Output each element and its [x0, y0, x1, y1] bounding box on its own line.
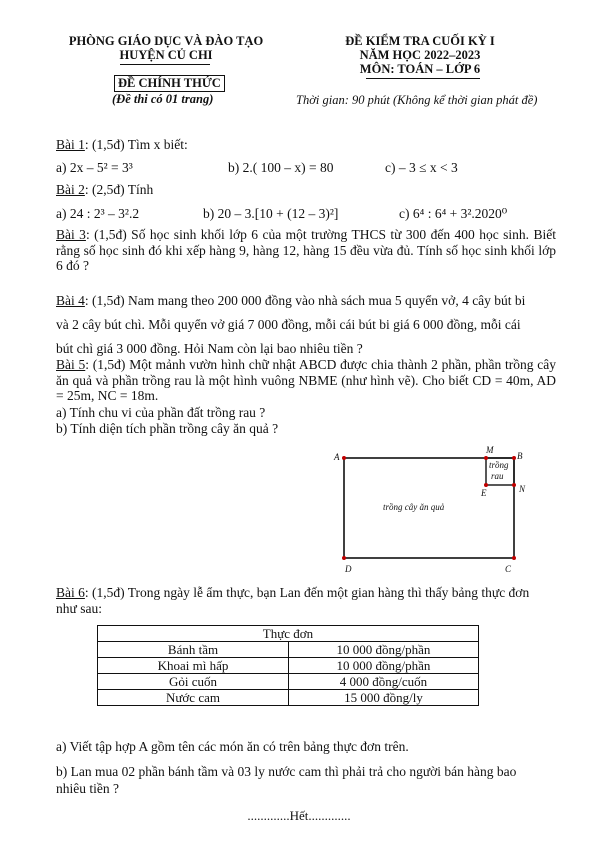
bai5-text: : (1,5đ) Một mảnh vườn hình chữ nhật ABCD được chia thành 2 phần, phần trồng cây ăn quả và phần trồng rau là một hình vuông NBME (như hình vẽ). Cho biết CD = 40m, AD = 25m, NC = 18m. — [56, 357, 557, 403]
bai6-line1 — [56, 585, 529, 601]
label-d: D — [345, 564, 352, 574]
bai4-label: Bài 4 — [56, 293, 85, 308]
bai6-line2: như sau: — [56, 601, 102, 616]
bai5-paragraph — [56, 357, 556, 404]
bai4-line2: và 2 cây bút chì. Mỗi quyển vở giá 7 000 đồng, mỗi cái bút bi giá 6 000 đồng, mỗi cái — [56, 317, 521, 332]
menu-item-price: 15 000 đồng/ly — [289, 690, 479, 706]
bai6-question-b-line1: b) Lan mua 02 phần bánh tầm và 03 ly nước cam thì phải trả cho người bán hàng bao — [56, 764, 517, 779]
label-a: A — [334, 452, 340, 462]
label-n: N — [519, 484, 526, 494]
bai3-text: : (1,5đ) Số học sinh khối lớp 6 của một trường THCS từ 300 đến 400 học sinh. Biết rằng số học sinh đó khi xếp hàng 9, hàng 12, hàng 15 đều vừa đủ. Tính số học sinh khối lớp 6 đó ? — [56, 227, 556, 273]
official-stamp: ĐỀ CHÍNH THỨC — [114, 75, 225, 92]
label-rau-2: rau — [491, 471, 504, 481]
time-note: Thời gian: 90 phút (Không kể thời gian phát đề) — [296, 93, 538, 107]
bai5-question-a: a) Tính chu vi của phần đất trồng rau ? — [56, 405, 266, 420]
point-m — [484, 456, 488, 460]
bai3-label: Bài 3 — [56, 227, 86, 242]
bai1-c: c) – 3 ≤ x < 3 — [385, 160, 458, 175]
bai5-question-b: b) Tính diện tích phần trồng cây ăn quả ? — [56, 421, 279, 436]
school-year: NĂM HỌC 2022–2023 — [359, 48, 481, 62]
bai6-question-b-line2: nhiêu tiền ? — [56, 781, 119, 796]
table-row — [98, 674, 479, 690]
bai2-b: b) 20 – 3.[10 + (12 – 3)²] — [203, 206, 339, 221]
bai6-question-a: a) Viết tập hợp A gồm tên các món ăn có trên bảng thực đơn trên. — [56, 739, 409, 754]
bai6-text1: : (1,5đ) Trong ngày lễ ẩm thực, bạn Lan đến một gian hàng thì thấy bảng thực đơn — [84, 585, 530, 600]
bai4-text1: : (1,5đ) Nam mang theo 200 000 đồng vào nhà sách mua 5 quyển vở, 4 cây bút bi — [84, 293, 526, 308]
menu-item-price: 10 000 đồng/phần — [289, 658, 479, 674]
district-name: HUYỆN CỦ CHI — [119, 48, 213, 62]
point-c — [512, 556, 516, 560]
end-marker: .............Hết............. — [247, 808, 351, 823]
label-rau-1: trồng — [489, 460, 509, 470]
label-e: E — [481, 488, 487, 498]
pages-note: (Đề thi có 01 trang) — [112, 92, 214, 106]
menu-item-name: Gỏi cuốn — [98, 674, 289, 690]
bai6-label: Bài 6 — [56, 585, 85, 600]
bai3-paragraph — [56, 227, 556, 274]
label-c: C — [505, 564, 512, 574]
point-n — [512, 483, 516, 487]
point-b — [512, 456, 516, 460]
menu-item-name: Khoai mì hấp — [98, 658, 289, 674]
bai2-a: a) 24 : 2³ – 3².2 — [56, 206, 140, 221]
header-divider-right — [366, 78, 480, 79]
table-row — [98, 658, 479, 674]
table-row — [98, 642, 479, 658]
bai4-line1 — [56, 293, 525, 309]
label-b: B — [517, 451, 523, 461]
bai1-a: a) 2x – 5² = 3³ — [56, 160, 133, 175]
table-row — [98, 690, 479, 706]
menu-title: Thực đơn — [98, 626, 479, 642]
bai2-heading — [56, 182, 153, 198]
header-divider-left — [120, 64, 210, 65]
menu-header-row — [98, 626, 479, 642]
menu-item-price: 4 000 đồng/cuốn — [289, 674, 479, 690]
bai4-line3: bút chì giá 3 000 đồng. Hỏi Nam còn lại bao nhiêu tiền ? — [56, 341, 363, 356]
menu-table — [97, 625, 479, 706]
bai1-label: Bài 1 — [56, 137, 85, 152]
bai2-title: : (2,5đ) Tính — [84, 182, 154, 197]
label-m: M — [486, 445, 494, 455]
menu-item-name: Bánh tầm — [98, 642, 289, 658]
bai1-b: b) 2.( 100 – x) = 80 — [228, 160, 334, 175]
point-a — [342, 456, 346, 460]
exam-title: ĐỀ KIỂM TRA CUỐI KỲ I — [345, 34, 495, 48]
department-name: PHÒNG GIÁO DỤC VÀ ĐÀO TẠO — [68, 34, 264, 48]
subject: MÔN: TOÁN – LỚP 6 — [359, 62, 481, 76]
point-d — [342, 556, 346, 560]
bai2-label: Bài 2 — [56, 182, 85, 197]
menu-item-name: Nước cam — [98, 690, 289, 706]
bai5-label: Bài 5 — [56, 357, 86, 372]
menu-item-price: 10 000 đồng/phần — [289, 642, 479, 658]
bai2-c: c) 6⁴ : 6⁴ + 3².2020⁰ — [399, 206, 508, 221]
label-fruit-area: trồng cây ăn quả — [383, 502, 445, 512]
point-e — [484, 483, 488, 487]
bai1-title: : (1,5đ) Tìm x biết: — [84, 137, 188, 152]
bai1-heading — [56, 137, 188, 153]
